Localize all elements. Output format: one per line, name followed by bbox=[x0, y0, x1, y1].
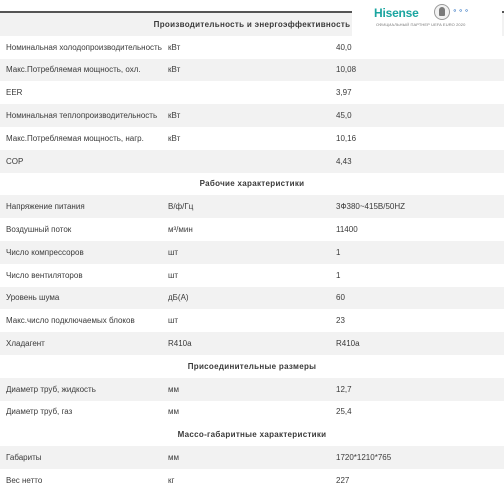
table-row bbox=[0, 469, 504, 492]
param-name: Макс.Потребляемая мощность, нагр. bbox=[0, 127, 168, 150]
table-row bbox=[0, 309, 504, 332]
trophy-icon bbox=[434, 4, 450, 20]
param-name: Число компрессоров bbox=[0, 241, 168, 264]
section-header-connections bbox=[0, 355, 504, 378]
param-name: Номинальная теплопроизводительность bbox=[0, 104, 168, 127]
param-unit: мм bbox=[168, 446, 336, 469]
param-unit: шт bbox=[168, 241, 336, 264]
param-value: 60 bbox=[336, 287, 504, 310]
param-unit: кВт bbox=[168, 59, 336, 82]
table-row bbox=[0, 378, 504, 401]
param-value: 3Ф380~415В/50HZ bbox=[336, 195, 504, 218]
table-row bbox=[0, 127, 504, 150]
section-title: Присоединительные размеры bbox=[0, 355, 504, 378]
table-row bbox=[0, 241, 504, 264]
param-name: Макс.Потребляемая мощность, охл. bbox=[0, 59, 168, 82]
param-value: 45,0 bbox=[336, 104, 504, 127]
param-unit: м³/мин bbox=[168, 218, 336, 241]
param-value: 227 bbox=[336, 469, 504, 492]
specifications-table bbox=[0, 11, 504, 492]
param-unit: кВт bbox=[168, 104, 336, 127]
param-value: 40,0 bbox=[336, 36, 504, 59]
param-value: 4,43 bbox=[336, 150, 504, 173]
param-unit: В/ф/Гц bbox=[168, 195, 336, 218]
brand-tagline: ОФИЦИАЛЬНЫЙ ПАРТНЕР UEFA EURO 2020 bbox=[376, 22, 466, 27]
param-name: Габариты bbox=[0, 446, 168, 469]
param-name: COP bbox=[0, 150, 168, 173]
param-name: Макс.число подключаемых блоков bbox=[0, 309, 168, 332]
section-title: Производительность и энергоэффективность bbox=[0, 12, 504, 36]
param-value: 10,08 bbox=[336, 59, 504, 82]
param-name: Напряжение питания bbox=[0, 195, 168, 218]
param-value: R410a bbox=[336, 332, 504, 355]
param-value: 1 bbox=[336, 241, 504, 264]
table-row bbox=[0, 287, 504, 310]
param-unit bbox=[168, 150, 336, 173]
param-name: Воздушный поток bbox=[0, 218, 168, 241]
param-unit: мм bbox=[168, 401, 336, 424]
brand-name: Hisense bbox=[374, 6, 419, 20]
table-row bbox=[0, 150, 504, 173]
param-name: Диаметр труб, газ bbox=[0, 401, 168, 424]
table-row bbox=[0, 81, 504, 104]
param-unit: кВт bbox=[168, 127, 336, 150]
table-row bbox=[0, 264, 504, 287]
param-unit: шт bbox=[168, 309, 336, 332]
param-value: 11400 bbox=[336, 218, 504, 241]
param-value: 25,4 bbox=[336, 401, 504, 424]
table-row bbox=[0, 218, 504, 241]
param-name: Хладагент bbox=[0, 332, 168, 355]
param-name: Число вентиляторов bbox=[0, 264, 168, 287]
param-unit: мм bbox=[168, 378, 336, 401]
param-unit bbox=[168, 81, 336, 104]
param-value: 1720*1210*765 bbox=[336, 446, 504, 469]
table-row bbox=[0, 401, 504, 424]
table-row bbox=[0, 446, 504, 469]
uefa-euro-icon: ⚬⚬⚬ bbox=[452, 8, 470, 15]
param-unit: кВт bbox=[168, 36, 336, 59]
param-value: 12,7 bbox=[336, 378, 504, 401]
table-row bbox=[0, 36, 504, 59]
hisense-logo bbox=[352, 2, 502, 36]
param-name: Диаметр труб, жидкость bbox=[0, 378, 168, 401]
section-header-dimensions bbox=[0, 423, 504, 446]
table-row bbox=[0, 195, 504, 218]
param-value: 10,16 bbox=[336, 127, 504, 150]
param-unit: R410a bbox=[168, 332, 336, 355]
param-value: 1 bbox=[336, 264, 504, 287]
section-title: Массо-габаритные характеристики bbox=[0, 423, 504, 446]
param-name: Номинальная холодопроизводительность bbox=[0, 36, 168, 59]
param-value: 23 bbox=[336, 309, 504, 332]
table-row bbox=[0, 59, 504, 82]
table-row bbox=[0, 104, 504, 127]
param-unit: шт bbox=[168, 264, 336, 287]
param-name: Вес нетто bbox=[0, 469, 168, 492]
table-row bbox=[0, 332, 504, 355]
section-header-operating bbox=[0, 173, 504, 196]
param-value: 3,97 bbox=[336, 81, 504, 104]
param-name: Уровень шума bbox=[0, 287, 168, 310]
param-name: EER bbox=[0, 81, 168, 104]
param-unit: дБ(А) bbox=[168, 287, 336, 310]
section-title: Рабочие характеристики bbox=[0, 173, 504, 196]
param-unit: кг bbox=[168, 469, 336, 492]
